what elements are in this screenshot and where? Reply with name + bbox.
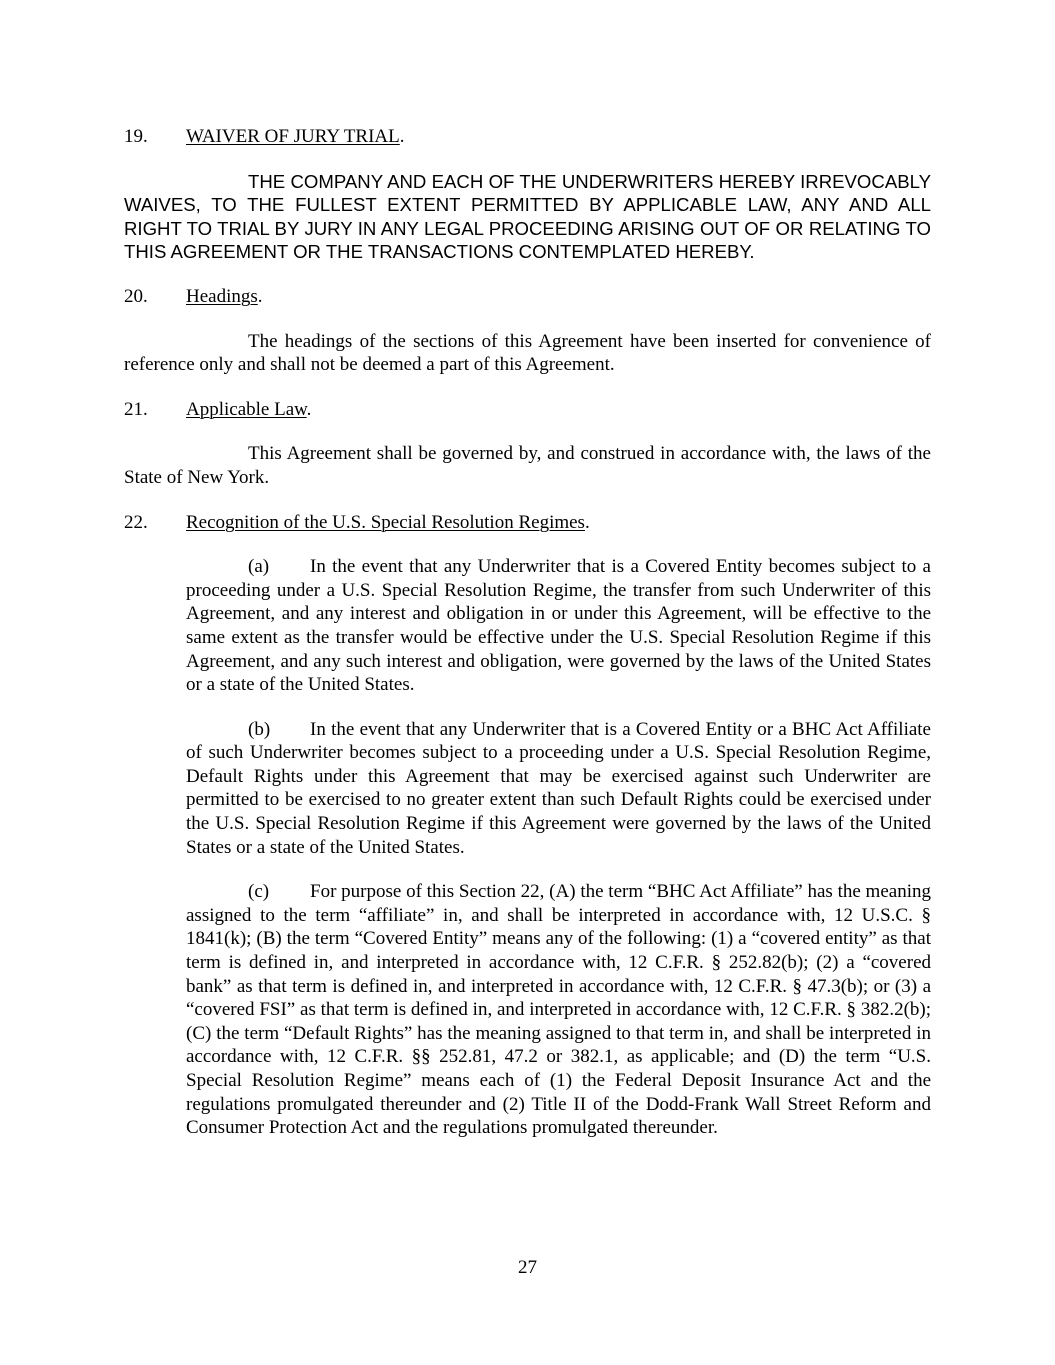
section-20-heading (124, 285, 931, 309)
subsection-label: (b) (248, 718, 271, 740)
section-title-suffix: . (306, 398, 312, 420)
subsection-a (186, 555, 931, 697)
section-title-wrap (186, 285, 263, 309)
section-title: Headings (186, 285, 258, 307)
section-title-wrap (186, 125, 405, 149)
subsection-label: (a) (248, 556, 270, 578)
subsection-text: For purpose of this Section 22, (A) the term “BHC Act Affiliate” has the meaning assigned to the term “affiliate” in, and shall be interpreted in accordance with, 12 U.S.C. § 1841(k); (B) the term “Covered Entity” means any of the following: (1) a “covered entity” as that term is defined in, and interpreted in accordance with, 12 C.F.R. § 252.82(b); (2) a “covered bank” as that term is defined in, and interpreted in accordance with, 12 C.F.R. § 47.3(b); or (3) a “covered FSI” as that term is defined in, and interpreted in accordance with, 12 C.F.R. § 382.2(b); (C) the term “Default Rights” has the meaning assigned to that term in, and shall be interpreted in accordance with, 12 C.F.R. §§ 252.81, 47.2 or 382.1, as applicable; and (D) the term “U.S. Special Resolution Regime” means each of (1) the Federal Deposit Insurance Act and the regulations promulgated thereunder and (2) Title II of the Dodd-Frank Wall Street Reform and Consumer Protection Act and the regulations promulgated thereunder. (186, 881, 931, 1139)
section-title: Applicable Law (186, 398, 307, 420)
section-number: 22. (124, 511, 148, 533)
section-20-body: The headings of the sections of this Agreement have been inserted for convenience of reference only and shall not be deemed a part of this Agreement. (124, 330, 931, 376)
section-title-suffix: . (399, 126, 405, 147)
section-title-wrap (186, 511, 590, 535)
subsection-text: In the event that any Underwriter that is a Covered Entity or a BHC Act Affiliate of such Underwriter becomes subject to a proceeding under a U.S. Special Resolution Regime, Default Rights under this Agreement that may be exercised against such Underwriter are permitted to be exercised to no greater extent than such Default Rights could be exercised under the U.S. Special Resolution Regime if this Agreement were governed by the laws of the United States or a state of the United States. (186, 718, 931, 858)
subsection-c (186, 880, 931, 1140)
page-number: 27 (518, 1257, 537, 1278)
section-title: WAIVER OF JURY TRIAL (186, 126, 400, 147)
section-number: 21. (124, 398, 148, 420)
subsection-text: In the event that any Underwriter that is a Covered Entity becomes subject to a proceeding under a U.S. Special Resolution Regime, the transfer from such Underwriter of this Agreement, and any interest and obligation in or under this Agreement, will be effective to the same extent as the transfer would be effective under the U.S. Special Resolution Regime if this Agreement, and any such interest and obligation, were governed by the laws of the United States or a state of the United States. (186, 556, 931, 696)
section-title-suffix: . (257, 285, 263, 307)
subsection-b (186, 718, 931, 860)
section-22-heading (124, 511, 931, 535)
document-page (124, 125, 931, 1140)
section-21-body: This Agreement shall be governed by, and construed in accordance with, the laws of the State of New York. (124, 443, 931, 488)
section-number: 20. (124, 285, 148, 307)
section-19-heading (124, 125, 931, 149)
subsection-label: (c) (248, 881, 270, 903)
section-21-heading (124, 398, 931, 422)
section-title-suffix: . (584, 511, 590, 533)
section-19-body: THE COMPANY AND EACH OF THE UNDERWRITERS HEREBY IRREVOCABLY WAIVES, TO THE FULLEST EXTENT PERMITTED BY APPLICABLE LAW, ANY AND ALL RIGHT TO TRIAL BY JURY IN ANY LEGAL PROCEEDING ARISING OUT OF OR RELATING TO THIS AGREEMENT OR THE TRANSACTIONS CONTEMPLATED HEREBY. (124, 170, 931, 263)
section-title-wrap (186, 398, 311, 422)
section-number: 19. (124, 126, 148, 147)
section-title: Recognition of the U.S. Special Resolution Regimes (186, 511, 585, 533)
